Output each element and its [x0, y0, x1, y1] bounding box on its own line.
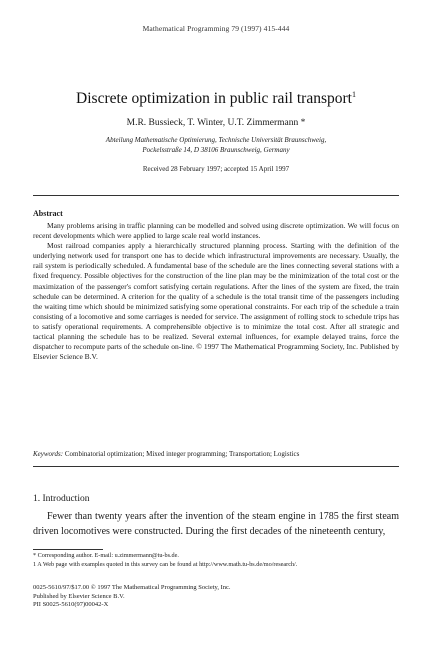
- footnote-1: * Corresponding author. E-mail: u.zimmermann@tu-bs.de.: [33, 552, 179, 559]
- abstract-heading: Abstract: [33, 209, 63, 218]
- paper-title-text: Discrete optimization in public rail transport: [76, 90, 352, 108]
- bottom-rule: [33, 466, 399, 467]
- pii-line: PII S0025-5610(97)00042-X: [33, 601, 109, 608]
- received-dates: Received 28 February 1997; accepted 15 April 1997: [142, 165, 290, 173]
- abstract-paragraph-2: Most railroad companies apply a hierarchically structured planning process. Starting with the definition of the underlying network used for transport one has to decide which infrastructural improvements are necessary. Usually, the rail system is periodically scheduled. A fundamental base of the schedule are the lines connecting several stations with a fixed frequency. Possible objectives for the construction of the line plan may be the minimization of the total cost or the maximization of the passenger's comfort satisfying certain regulations. After the lines of the system are fixed, the train schedule can be determined. A criterion for the quality of a schedule is the total transit time of the passengers including the waiting time which should be minimized satisfying some operational constraints. For each trip of the schedule a train consisting of a locomotive and some carriages is needed for service. The assignment of rolling stock to schedule trips has to satisfy operational requirements. A comprehensible objective is to minimize the total cost. After all strategic and tactical planning the schedule has to be realized. Several external influences, for example delayed trains, force the dispatcher to recompute parts of the schedule on-line. © 1997 The Mathematical Programming Society, Inc. Published by Elsevier Science B.V.: [33, 241, 399, 362]
- publisher-line: Published by Elsevier Science B.V.: [33, 592, 125, 600]
- intro-paragraph: Fewer than twenty years after the invention of the steam engine in 1785 the first steam driven locomotives were constructed. During the first decades of the nineteenth century,: [33, 511, 399, 537]
- issn-line: 0025-5610/97/$17.00 © 1997 The Mathematical Programming Society, Inc.: [33, 584, 231, 591]
- keywords: [33, 450, 399, 458]
- affiliation-line-2: Pockelsstraße 14, D 38106 Braunschweig, Germany: [142, 146, 290, 154]
- affiliation-line-1: Abteilung Mathematische Optimierung, Technische Universität Braunschweig,: [105, 136, 327, 144]
- running-head: Mathematical Programming 79 (1997) 415-444: [142, 24, 290, 33]
- footnote-2: 1 A Web page with examples quoted in this survey can be found at http://www.math.tu-bs.de/mo/research/.: [33, 560, 298, 568]
- keywords-text: Combinatorial optimization; Mixed integer programming; Transportation; Logistics: [64, 450, 300, 458]
- abstract-paragraph-1: Many problems arising in traffic planning can be modelled and solved using discrete optimization. We will focus on recent developments which were applied to large scale real world instances.: [33, 221, 399, 241]
- title-footnote-mark: 1: [351, 90, 356, 99]
- keywords-label: Keywords:: [33, 450, 64, 458]
- footnotes: [33, 552, 399, 569]
- section-title: 1. Introduction: [33, 494, 90, 504]
- affiliation: [0, 135, 432, 155]
- footnote-rule: [33, 549, 103, 550]
- publisher-info: [33, 584, 399, 610]
- authors: M.R. Bussieck, T. Winter, U.T. Zimmermann *: [126, 118, 306, 128]
- abstract-body: [33, 221, 399, 362]
- intro-body: [33, 510, 399, 539]
- top-rule: [33, 195, 399, 196]
- paper-title: [0, 90, 432, 108]
